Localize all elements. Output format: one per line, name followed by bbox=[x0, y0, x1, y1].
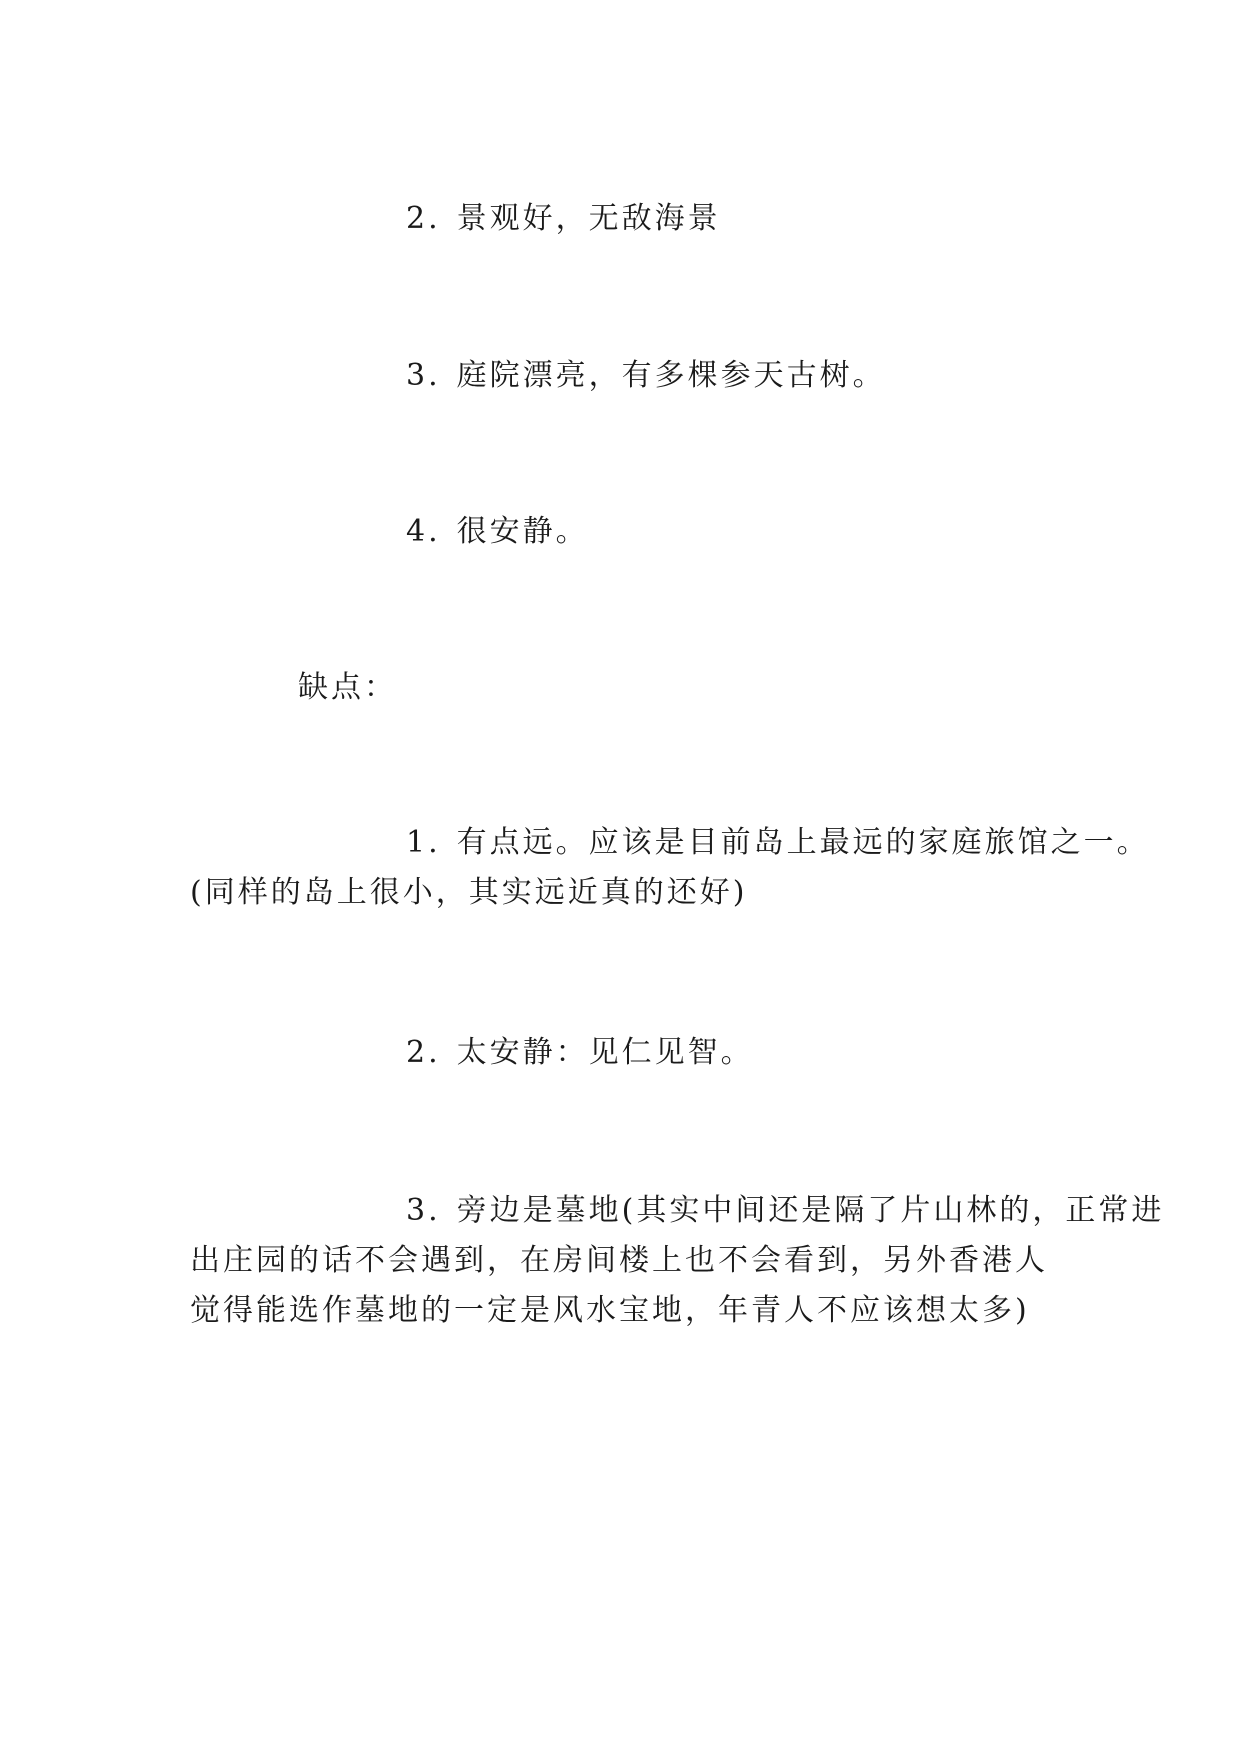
item-number: 2. bbox=[406, 201, 441, 236]
pros-item-2 bbox=[190, 194, 1060, 244]
cons-item-3 bbox=[190, 1186, 1165, 1336]
cons-item-2 bbox=[190, 1028, 1060, 1078]
item-text: 庭院漂亮，有多棵参天古树。 bbox=[456, 358, 886, 393]
item-number: 1. bbox=[406, 825, 441, 860]
item-number: 4. bbox=[406, 514, 441, 549]
item-number: 3. bbox=[406, 358, 441, 393]
item-number: 2. bbox=[406, 1035, 441, 1070]
cons-heading bbox=[190, 663, 1060, 713]
item-text: 景观好，无敌海景 bbox=[456, 201, 721, 236]
item-text: 有点远。应该是目前岛上最远的家庭旅馆之一。 bbox=[456, 825, 1150, 860]
item-line: (同样的岛上很小，其实远近真的还好) bbox=[190, 875, 748, 910]
item-text: 太安静：见仁见智。 bbox=[456, 1035, 754, 1070]
item-line bbox=[190, 1186, 1165, 1236]
item-text: 很安静。 bbox=[456, 514, 589, 549]
item-line bbox=[190, 1028, 1060, 1078]
pros-item-4 bbox=[190, 507, 1060, 557]
item-text: 旁边是墓地(其实中间还是隔了片山林的，正常进 bbox=[456, 1193, 1165, 1228]
item-line bbox=[190, 818, 1150, 868]
item-line: 觉得能选作墓地的一定是风水宝地，年青人不应该想太多) bbox=[190, 1293, 1030, 1328]
cons-item-1 bbox=[190, 818, 1150, 918]
pros-item-3 bbox=[190, 351, 1060, 401]
cons-heading-text: 缺点： bbox=[298, 670, 397, 705]
item-number: 3. bbox=[406, 1193, 441, 1228]
item-line: 出庄园的话不会遇到，在房间楼上也不会看到，另外香港人 bbox=[190, 1243, 1048, 1278]
